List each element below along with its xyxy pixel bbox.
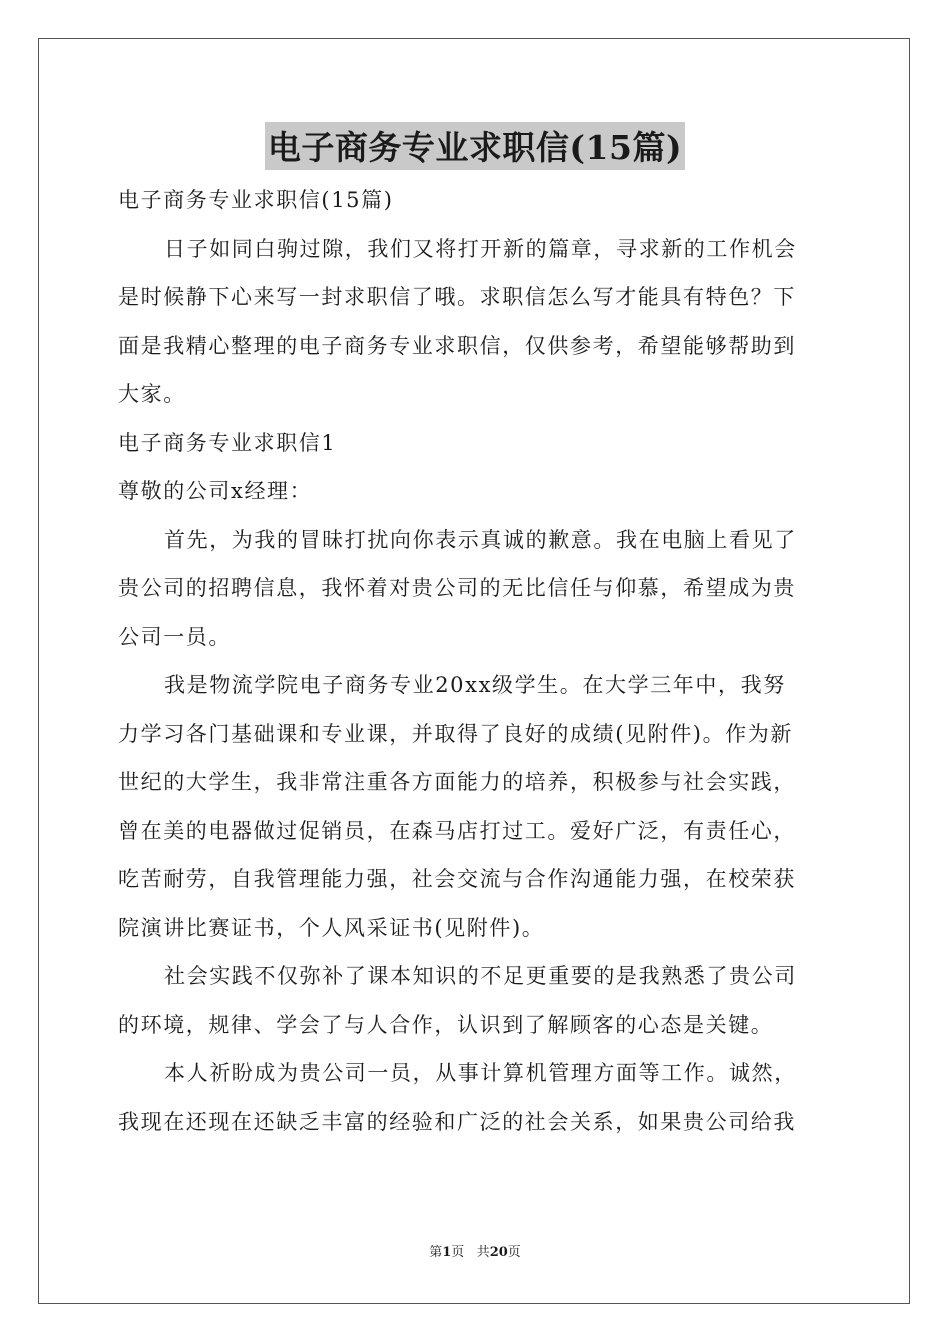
text-line: 大家。 [118,382,186,406]
text-line: 日子如同白驹过隙，我们又将打开新的篇章，寻求新的工作机会 [164,236,797,261]
text-line: 本人祈盼成为贵公司一员，从事计算机管理方面等工作。诚然， [164,1061,797,1085]
text-line: 首先，为我的冒昧打扰向你表示真诚的歉意。我在电脑上看见了 [164,527,797,552]
text-line: 的环境，规律、学会了与人合作，认识到了解顾客的心态是关键。 [118,1012,774,1037]
text-line: 我是物流学院电子商务专业20xx级学生。在大学三年中，我努 [164,673,786,697]
page-number-prefix: 第 [429,1245,443,1260]
text-line: 世纪的大学生，我非常注重各方面能力的培养，积极参与社会实践， [118,770,796,794]
text-line: 力学习各门基础课和专业课，并取得了良好的成绩(见附件)。作为新 [118,721,793,746]
text-line: 贵公司的招聘信息，我怀着对贵公司的无比信任与仰慕，希望成为贵 [118,576,796,600]
total-page-count: 20 [489,1245,508,1260]
total-pages-suffix: 页 [507,1245,521,1260]
text-line: 电子商务专业求职信(15篇) [118,188,394,212]
text-line: 电子商务专业求职信1 [118,430,337,455]
text-line: 是时候静下心来写一封求职信了哦。求职信怎么写才能具有特色？下 [118,285,796,309]
text-line: 曾在美的电器做过促销员，在森马店打过工。爱好广泛，有责任心， [118,818,796,843]
page-footer [0,1244,950,1262]
text-line: 我现在还现在还缺乏丰富的经验和广泛的社会关系，如果贵公司给我 [118,1109,796,1134]
text-line: 公司一员。 [118,624,231,649]
text-line: 院演讲比赛证书，个人风采证书(见附件)。 [118,915,545,940]
current-page-number: 1 [442,1245,452,1260]
text-line: 尊敬的公司x经理： [118,479,313,503]
document-title: 电子商务专业求职信(15篇) [265,122,685,170]
page-number-suffix: 页 [451,1245,465,1260]
text-line: 面是我精心整理的电子商务专业求职信，仅供参考，希望能够帮助到 [118,333,796,358]
text-line: 社会实践不仅弥补了课本知识的不足更重要的是我熟悉了贵公司 [164,964,797,988]
text-line: 吃苦耐劳，自我管理能力强，社会交流与合作沟通能力强，在校荣获 [118,867,796,891]
title-container [0,122,950,170]
total-pages-prefix: 共 [476,1245,490,1260]
document-body [118,176,834,1146]
